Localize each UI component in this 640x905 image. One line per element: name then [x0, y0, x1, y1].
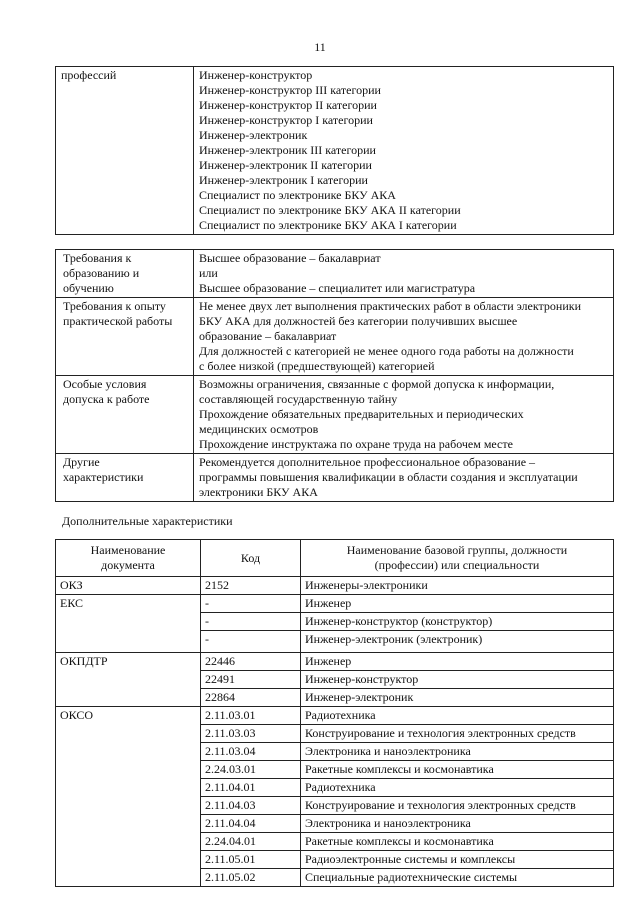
- row-value: [194, 250, 614, 298]
- table-row: [56, 577, 614, 595]
- row-label: профессий: [56, 67, 194, 235]
- code-cell: 2.11.03.03: [201, 725, 301, 743]
- table-row: [56, 595, 614, 613]
- code-cell: 2.11.03.01: [201, 707, 301, 725]
- name-cell: Радиоэлектронные системы и комплексы: [301, 851, 614, 869]
- name-cell: Конструирование и технология электронных средств: [301, 725, 614, 743]
- code-cell: 2.11.04.03: [201, 797, 301, 815]
- name-cell: Инженер-электроник: [301, 689, 614, 707]
- additional-characteristics-table: [55, 539, 614, 887]
- row-label: [56, 454, 194, 502]
- row-label: [56, 376, 194, 454]
- value-line: медицинских осмотров: [199, 422, 319, 436]
- row-label: [56, 298, 194, 376]
- value-line: Высшее образование – специалитет или магистратура: [199, 281, 476, 295]
- value-line: Высшее образование – бакалавриат: [199, 251, 381, 265]
- name-cell: Ракетные комплексы и космонавтика: [301, 761, 614, 779]
- code-cell: 2.11.03.04: [201, 743, 301, 761]
- code-cell: -: [201, 631, 301, 653]
- label-line: практической работы: [63, 314, 173, 328]
- header-line: Наименование базовой группы, должности: [346, 543, 568, 557]
- list-item: Инженер-электроник III категории: [199, 143, 376, 157]
- list-item: Инженер-конструктор I категории: [199, 113, 373, 127]
- header-line: Наименование: [90, 543, 166, 557]
- value-line: Рекомендуется дополнительное профессиональное образование –: [199, 455, 536, 469]
- name-cell: Инженер: [301, 653, 614, 671]
- table-row: [56, 707, 614, 725]
- list-item: Инженер-электроник II категории: [199, 158, 372, 172]
- code-cell: 2.24.03.01: [201, 761, 301, 779]
- code-cell: 2.11.05.01: [201, 851, 301, 869]
- name-cell: Специальные радиотехнические системы: [301, 869, 614, 887]
- doc-cell: ОКСО: [56, 707, 201, 887]
- row-label: [56, 250, 194, 298]
- list-item: Инженер-электроник I категории: [199, 173, 368, 187]
- name-cell: Инженер-конструктор: [301, 671, 614, 689]
- list-item: Инженер-конструктор III категории: [199, 83, 381, 97]
- label-line: Требования к: [63, 251, 132, 265]
- name-cell: Инженер-конструктор (конструктор): [301, 613, 614, 631]
- label-line: Особые условия: [63, 377, 147, 391]
- value-line: Для должностей с категорией не менее одного года работы на должности: [199, 344, 574, 358]
- professions-table: [55, 66, 614, 235]
- value-line: БКУ АКА для должностей без категории получивших высшее: [199, 314, 518, 328]
- table-row: [56, 454, 614, 502]
- doc-cell: ЕКС: [56, 595, 201, 653]
- header-doc: [56, 540, 201, 577]
- table-row: [56, 298, 614, 376]
- row-value: [194, 454, 614, 502]
- code-cell: 2.11.04.04: [201, 815, 301, 833]
- name-cell: Инженер-электроник (электроник): [301, 631, 614, 653]
- list-item: Инженер-электроник: [199, 128, 308, 142]
- row-value: [194, 376, 614, 454]
- header-line: (профессии) или специальности: [374, 558, 540, 572]
- value-line: Прохождение обязательных предварительных и периодических: [199, 407, 524, 421]
- code-cell: 2.11.05.02: [201, 869, 301, 887]
- code-cell: -: [201, 613, 301, 631]
- row-value: [194, 298, 614, 376]
- value-line: или: [199, 266, 218, 280]
- name-cell: Электроника и наноэлектроника: [301, 815, 614, 833]
- name-cell: Инженеры-электроники: [301, 577, 614, 595]
- list-item: Специалист по электронике БКУ АКА I категории: [199, 218, 457, 232]
- name-cell: Электроника и наноэлектроника: [301, 743, 614, 761]
- value-line: с более низкой (предшествующей) категорией: [199, 359, 435, 373]
- value-line: Возможны ограничения, связанные с формой допуска к информации,: [199, 377, 555, 391]
- value-line: электроники БКУ АКА: [199, 485, 318, 499]
- code-cell: 2.24.04.01: [201, 833, 301, 851]
- header-name: [301, 540, 614, 577]
- table-header-row: [56, 540, 614, 577]
- doc-cell: ОКПДТР: [56, 653, 201, 707]
- value-line: программы повышения квалификации в области создания и эксплуатации: [199, 470, 578, 484]
- code-cell: 2152: [201, 577, 301, 595]
- header-line: документа: [101, 558, 155, 572]
- list-item: Специалист по электронике БКУ АКА II категории: [199, 203, 461, 217]
- table-row: [56, 653, 614, 671]
- label-line: Другие: [63, 455, 100, 469]
- list-item: Специалист по электронике БКУ АКА: [199, 188, 396, 202]
- professions-list: [194, 67, 614, 235]
- table-row: [56, 250, 614, 298]
- code-cell: 2.11.04.01: [201, 779, 301, 797]
- name-cell: Ракетные комплексы и космонавтика: [301, 833, 614, 851]
- header-code: Код: [201, 540, 301, 577]
- table-row: [56, 67, 614, 235]
- list-item: Инженер-конструктор II категории: [199, 98, 377, 112]
- name-cell: Конструирование и технология электронных средств: [301, 797, 614, 815]
- label-line: допуска к работе: [63, 392, 150, 406]
- value-line: составляющей государственную тайну: [199, 392, 398, 406]
- code-cell: -: [201, 595, 301, 613]
- page-number: 11: [314, 40, 326, 54]
- doc-cell: ОКЗ: [56, 577, 201, 595]
- name-cell: Радиотехника: [301, 779, 614, 797]
- name-cell: Инженер: [301, 595, 614, 613]
- label-line: Требования к опыту: [63, 299, 166, 313]
- list-item: Инженер-конструктор: [199, 68, 313, 82]
- code-cell: 22864: [201, 689, 301, 707]
- code-cell: 22446: [201, 653, 301, 671]
- name-cell: Радиотехника: [301, 707, 614, 725]
- requirements-table: [55, 249, 614, 502]
- value-line: образование – бакалавриат: [199, 329, 337, 343]
- label-line: обучению: [63, 281, 114, 295]
- value-line: Не менее двух лет выполнения практических работ в области электроники: [199, 299, 582, 313]
- section-title: Дополнительные характеристики: [62, 514, 233, 528]
- code-cell: 22491: [201, 671, 301, 689]
- value-line: Прохождение инструктажа по охране труда на рабочем месте: [199, 437, 513, 451]
- label-line: образованию и: [63, 266, 140, 280]
- label-line: характеристики: [63, 470, 144, 484]
- table-row: [56, 376, 614, 454]
